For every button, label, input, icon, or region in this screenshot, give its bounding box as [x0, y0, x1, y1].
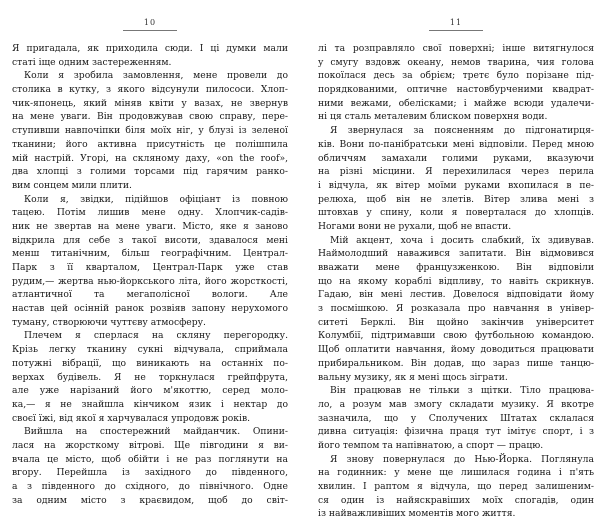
right-page-text — [318, 42, 594, 521]
text-line: Колумбії, підтримавши свою футбольною командою. — [318, 330, 594, 342]
text-line: атлантичної та мегаполісної вологи. Але — [12, 289, 288, 301]
text-line: своєї їжі, від якої я харчувалася упродовж років. — [12, 412, 251, 424]
text-line: мій настрій. Угорі, на скляному даху, «on the roof», — [12, 152, 288, 164]
text-line: вгору. Перейшла із західного до південного, — [12, 467, 288, 479]
text-line: Коли я, звідки, підійшов офіціант із повною — [24, 193, 288, 205]
header-rule-left — [123, 30, 177, 31]
text-line: але уже нарізаний його м'якоттю, серед моло- — [12, 385, 288, 397]
text-line: туману, створюючи чуттєву атмосферу. — [12, 316, 206, 328]
text-line: Наймолодший наважився запитати. Він відмовився — [318, 248, 594, 260]
text-line: релюха, щоб він не злетів. Вітер злива мені з — [318, 193, 594, 205]
text-line: лася на жорсткому вітрові. Ще півгодини я ви- — [12, 439, 288, 451]
text-line: потужні вібрації, що виникають на останніх по- — [12, 357, 288, 369]
text-line: ні ця сталь металевим блиском поверхня води. — [318, 111, 548, 123]
text-line: Крізь легку тканину сукні відчувала, сприймала — [12, 344, 288, 356]
text-line: Він працював не тільки з щітки. Тіло працюва- — [330, 385, 594, 397]
text-line: штовхав у спину, коли я поверталася до хлопців. — [318, 207, 594, 219]
left-page-text — [12, 42, 288, 507]
text-line: зазначила, що у Сполучених Штатах склалася — [318, 412, 594, 424]
text-line: хвилин. І раптом я відчула, що перед залишеним- — [318, 481, 594, 492]
text-line: Парк з її кварталом, Централ-Парк уже став — [12, 262, 288, 273]
text-line: менш титанічним, більш географічним. Централ- — [12, 248, 288, 260]
text-line: столика в кутку, з якого відсунули пилососи. Хлоп- — [12, 84, 288, 96]
text-line: ло, а розум мав змогу складати музику. Я вкотре — [318, 398, 594, 410]
text-line: відкрила для себе з такої висоти, здавалося мені — [12, 234, 288, 246]
text-line: а з південного до східного, до північного. Одне — [12, 481, 288, 492]
text-line: на різні місцини. Я перехилилася через перила — [318, 166, 594, 178]
text-line: вчала це місто, щоб обійти і не раз поглянути на — [12, 453, 288, 465]
text-line: вальну музику, як я мені щось зіграти. — [318, 371, 508, 383]
text-line: обличчям замахали голими руками, вказуючи — [318, 152, 594, 164]
text-line: ка,— я не знайшла кінчиком язик і нектар до — [12, 398, 288, 410]
text-line: ків. Вони по-панібратськи мені відповіли. Перед мною — [318, 138, 594, 150]
text-line: дивна ситуація: фізична праця тут імітує спорт, і з — [318, 426, 594, 438]
text-line: Коли я зробила замовлення, мене провели до — [24, 70, 288, 82]
text-line: чик-японець, який міняв квіти у вазах, не звернув — [12, 97, 288, 109]
text-line: Гадаю, він мені лестив. Довелося відповідати йому — [318, 289, 594, 301]
text-line: Я звернулася за поясненням до підгонатирця- — [330, 125, 594, 137]
text-line: ними вежами, обелісками; і майже всюди удалечи- — [318, 97, 594, 109]
page-number-right: 11 — [449, 18, 463, 27]
page-number-left: 10 — [143, 18, 157, 27]
header-rule-right — [429, 30, 483, 31]
text-line: вважати мене французженкою. Він відповіли — [318, 262, 594, 273]
text-line: лі та розправляло свої поверхні; інше витягнулося — [318, 43, 594, 54]
text-line: Плечем я сперлася на скляну перегородку. — [24, 330, 288, 342]
text-line: Мій акцент, хоча і досить слабкий, їх здивував. — [330, 234, 594, 246]
text-line: Ногами вони не рухали, щоб не впасти. — [318, 220, 512, 232]
text-line: ся один із найяскравіших моїх спогадів, один — [318, 494, 594, 506]
text-line: тканини; його активна присутність це полішпила — [12, 138, 288, 150]
text-line: настав цей осінній ранок розвіяв запону нерухомого — [12, 303, 288, 315]
text-line: Я знову повернулася до Нью-Йорка. Поглянула — [330, 453, 594, 465]
text-line: ник не звертав на мене уваги. Місто, яке я заново — [12, 220, 288, 232]
left-page — [12, 0, 288, 507]
text-line: верхах будівель. Я не торкнулася грейпфрута, — [12, 371, 288, 383]
text-line: на годинник: у мене ще лишилася година і п'ять — [318, 467, 594, 479]
text-line: ситеті Берклі. Він щойно закінчив університет — [318, 316, 594, 328]
text-line: Я пригадала, як приходила сюди. І ці думки мали — [12, 43, 288, 54]
text-line: Вийшла на спостережний майданчик. Опини- — [24, 426, 288, 438]
text-line: у смугу вздовж океану, немов тварина, чия голова — [318, 56, 594, 68]
text-line: покоїлася десь за обрієм; третє було порізане під- — [318, 70, 594, 82]
text-line: статі іще одним застереженням. — [12, 56, 172, 68]
text-line: з посмішкою. Я розказала про навчання в універ- — [318, 303, 594, 315]
text-line: прибиральником. Він додав, що зараз пише танцю- — [318, 357, 594, 369]
text-line: порядкованими, оптичне настовбурченими квадрат- — [318, 84, 594, 96]
text-line: із найважливіших моментів мого життя. — [318, 508, 516, 520]
text-line: два хлопці з голими торсами під гарячим ранко- — [12, 166, 288, 178]
text-line: за одним місто з краєвидом, щоб до світ- — [12, 494, 288, 506]
text-line: на мене уваги. Він продовжував свою справу, пере- — [12, 111, 288, 123]
text-line: вим сонцем мили плити. — [12, 179, 132, 191]
text-line: рудим,— жертва нью-йоркського літа, його жорсткості, — [12, 275, 288, 287]
text-line: Щоб оплатити навчання, йому доводиться працювати — [318, 344, 594, 356]
right-page — [318, 0, 594, 521]
text-line: тацею. Потім лишив мене одну. Хлопчик-садів- — [12, 207, 288, 219]
text-line: і відчула, як вітер моїми руками вхопилася в пе- — [318, 179, 594, 191]
text-line: що на якому кораблі відпливу, то навіть скрикнув. — [318, 275, 594, 287]
text-line: ступивши навпочіпки біля моїх ніг, у блузі із зеленої — [12, 125, 288, 137]
text-line: його темпом та напівнатою, а спорт — працю. — [318, 439, 544, 451]
